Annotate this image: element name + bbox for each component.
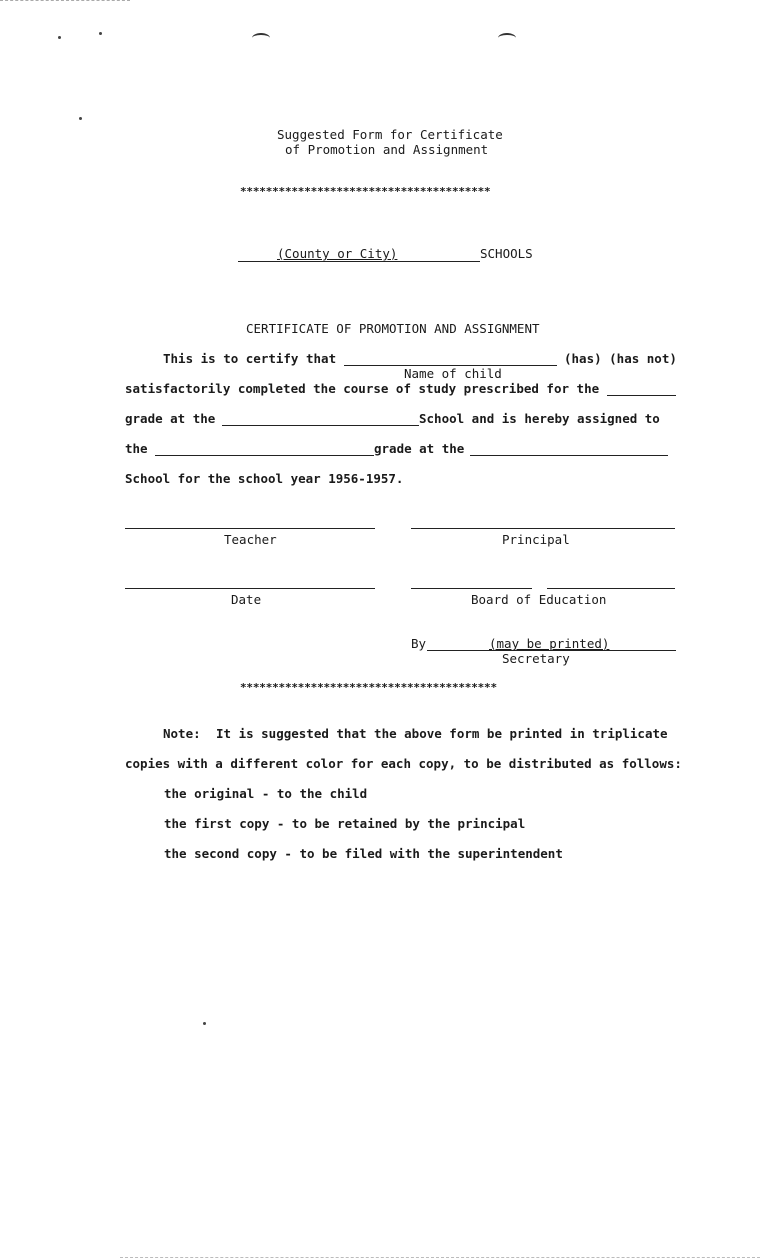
note-line-1: It is suggested that the above form be printed in triplicate xyxy=(216,726,668,741)
secretary-label: Secretary xyxy=(502,651,570,666)
by-label: By xyxy=(411,636,427,651)
separator-top: *************************************** xyxy=(240,185,491,198)
grade-at-mid: grade at the xyxy=(374,441,465,456)
note-line-2: copies with a different color for each copy, to be distributed as follows: xyxy=(125,756,682,771)
grade-at-lead: grade at the xyxy=(125,411,216,426)
principal-signature-line xyxy=(411,528,675,529)
schools-label: SCHOOLS xyxy=(480,246,533,261)
assigned-text: School and is hereby assigned to xyxy=(419,411,660,426)
date-label: Date xyxy=(231,592,262,607)
board-line-2 xyxy=(547,588,675,589)
scan-edge-bottom xyxy=(120,1257,760,1258)
county-label: (County or City) xyxy=(277,246,398,261)
separator-bottom: **************************************** xyxy=(240,681,497,694)
header-line-1: Suggested Form for Certificate xyxy=(277,127,503,142)
scan-speck xyxy=(58,36,61,39)
school-year-line: School for the school year 1956-1957. xyxy=(125,471,404,486)
board-label: Board of Education xyxy=(471,592,607,607)
teacher-label: Teacher xyxy=(224,532,277,547)
scan-edge-top xyxy=(0,0,130,1)
date-line xyxy=(125,588,375,589)
has-has-not: (has) (has not) xyxy=(564,351,677,366)
the-lead: the xyxy=(125,441,148,456)
distribution-item-2: the first copy - to be retained by the principal xyxy=(164,816,526,831)
grade-blank-2 xyxy=(155,455,374,456)
principal-label: Principal xyxy=(502,532,570,547)
scan-speck xyxy=(203,1022,206,1025)
header-line-2: of Promotion and Assignment xyxy=(285,142,489,157)
note-label: Note: xyxy=(163,726,201,741)
distribution-item-1: the original - to the child xyxy=(164,786,368,801)
course-line: satisfactorily completed the course of study prescribed for the xyxy=(125,381,600,396)
board-line-1 xyxy=(411,588,532,589)
child-name-label: Name of child xyxy=(404,366,502,381)
certificate-title: CERTIFICATE OF PROMOTION AND ASSIGNMENT xyxy=(246,321,540,336)
punch-hole-mark xyxy=(252,33,270,43)
distribution-item-3: the second copy - to be filed with the superintendent xyxy=(164,846,563,861)
certify-lead: This is to certify that xyxy=(163,351,337,366)
scan-speck xyxy=(99,32,102,35)
scan-speck xyxy=(79,117,82,120)
teacher-signature-line xyxy=(125,528,375,529)
punch-hole-mark xyxy=(498,33,516,43)
school-blank-1 xyxy=(222,425,419,426)
school-blank-2 xyxy=(470,455,668,456)
may-be-printed: (may be printed) xyxy=(489,636,610,651)
grade-blank-1 xyxy=(607,395,676,396)
